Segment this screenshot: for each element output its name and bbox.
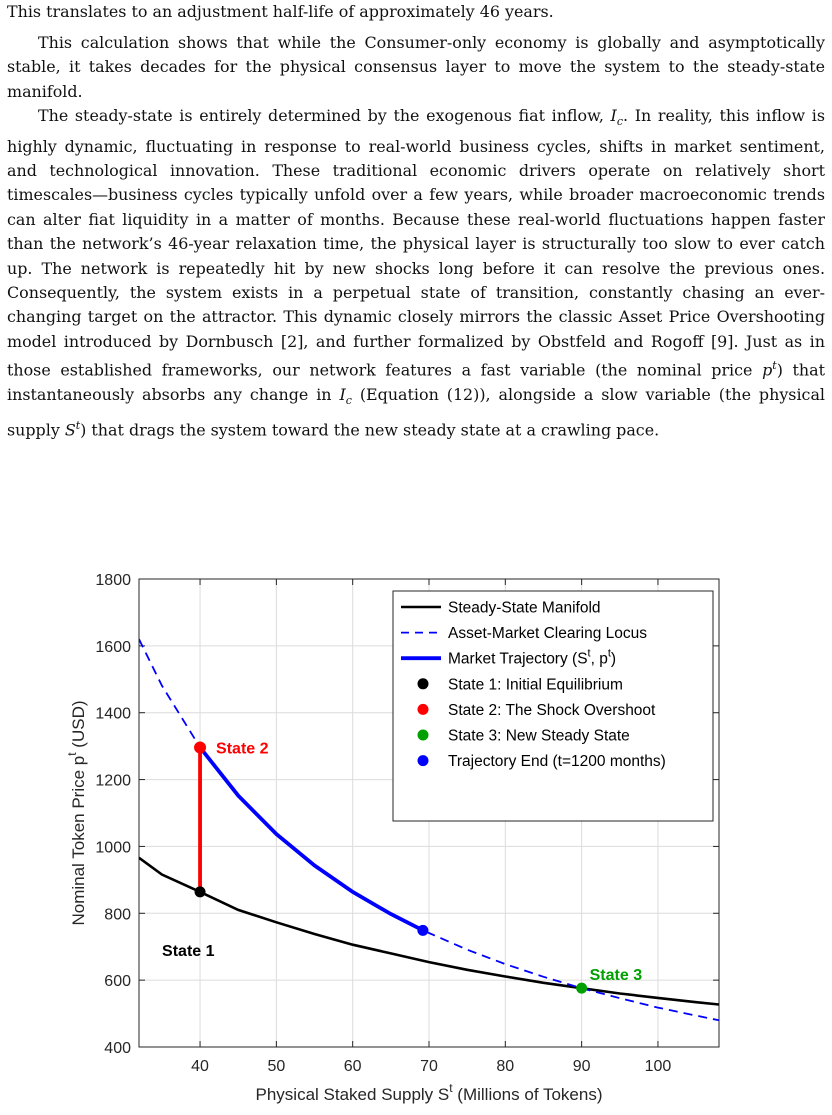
y-tick-label: 400	[104, 1040, 131, 1057]
chart-legend	[393, 591, 713, 821]
legend-label-text: State 2: The Shock Overshoot	[448, 701, 656, 719]
legend-label-text: Market Trajectory (S	[448, 650, 588, 668]
chart-figure	[0, 560, 832, 1115]
paragraph-steady-state	[7, 104, 825, 442]
x-tick-label: 80	[496, 1058, 515, 1075]
legend-label-text: State 3: New Steady State	[448, 727, 630, 745]
text-run: This translates to an adjustment half-life of approximately 46 years.	[7, 2, 554, 21]
state-2-point	[194, 741, 206, 753]
x-tick-label: 50	[267, 1058, 286, 1075]
legend-label	[448, 702, 656, 719]
y-tick-label: 1600	[95, 638, 131, 656]
y-tick-label: 1200	[95, 772, 131, 790]
y-tick-label: 800	[104, 906, 131, 924]
state-1-point	[195, 886, 206, 897]
legend-label-sup: t	[587, 647, 591, 660]
legend-label	[448, 625, 647, 642]
paragraph-stability	[7, 31, 825, 104]
legend-label-sup: t	[607, 647, 611, 660]
y-axis-label-sup: t	[65, 752, 79, 756]
x-tick-label: 90	[572, 1058, 591, 1075]
legend-label-text: Steady-State Manifold	[448, 599, 601, 617]
text-run: ) that drags the system toward the new steady state at a crawling pace.	[80, 419, 660, 439]
state-1-label: State 1	[162, 942, 215, 960]
legend-label-tail: )	[610, 650, 617, 668]
x-tick-label: 40	[191, 1058, 209, 1075]
legend-label	[448, 600, 601, 617]
y-tick-label: 1800	[95, 572, 131, 589]
text-run: The steady-state is entirely determined by the exogenous fiat inflow,	[38, 106, 611, 125]
text-run: This calculation shows that while the Consumer-only economy is globally and asymptotically stable, it takes decades for the physical consensus layer to move the system to the steady-state manifold.	[7, 33, 825, 101]
legend-label-text: Asset-Market Clearing Locus	[448, 625, 647, 643]
y-axis-label-tail: (USD)	[69, 700, 88, 753]
math-symbol: I	[339, 384, 346, 404]
x-tick-label: 100	[644, 1058, 672, 1075]
state-3-point	[576, 983, 587, 994]
math-superscript: t	[772, 359, 777, 373]
text-run: ) that instantaneously absorbs any change in	[7, 360, 825, 404]
legend-swatch-state-2-point	[418, 704, 429, 715]
state-3-label: State 3	[589, 967, 643, 985]
legend-label	[448, 676, 623, 693]
x-axis-label-tail: (Millions of Tokens)	[452, 1085, 603, 1104]
math-subscript: c	[616, 115, 623, 129]
text-run: (Equation (12)), alongside a slow variable (the physical supply	[7, 384, 826, 439]
math-symbol: S	[64, 419, 76, 439]
trajectory-end-point	[417, 925, 428, 936]
legend-swatch-state-3-point	[418, 730, 429, 741]
y-axis-label-text: Nominal Token Price p	[69, 755, 88, 926]
y-tick-label: 1000	[95, 839, 131, 857]
y-tick-label: 1400	[95, 705, 131, 723]
legend-label-text: State 1: Initial Equilibrium	[448, 676, 623, 694]
legend-label-text: Trajectory End (t=1200 months)	[448, 753, 666, 771]
legend-label	[448, 728, 630, 745]
math-symbol: p	[762, 360, 773, 380]
math-superscript: t	[75, 418, 81, 432]
state-2-label: State 2	[216, 740, 269, 758]
legend-swatch-trajectory-end-point	[418, 755, 429, 766]
y-tick-label: 600	[104, 973, 131, 991]
x-tick-label: 60	[343, 1058, 362, 1075]
x-axis-label-sup: t	[449, 1081, 453, 1095]
x-axis-label-text: Physical Staked Supply S	[255, 1085, 450, 1104]
legend-label	[448, 648, 616, 668]
legend-label-mid: , p	[590, 650, 608, 668]
y-axis-label	[65, 700, 88, 925]
x-axis-label	[256, 1081, 603, 1104]
legend-label	[448, 753, 666, 770]
legend-swatch-state-1-point	[418, 678, 429, 689]
x-tick-label: 70	[420, 1058, 438, 1075]
paragraph-half-life	[7, 0, 825, 24]
math-symbol: I	[610, 106, 617, 125]
text-run: . In reality, this inflow is highly dynamic, fluctuating in response to real-world business cycles, shifts in market sentiment, and technological innovation. These traditional economic drivers operate on relatively short timescales—business cycles typically unfold over a few years, while broader macroeconomic trends can alter fiat liquidity in a matter of months. Because these real-world fluctuations happen faster than the network’s 46-year relaxation time, the physical layer is structurally too slow to ever catch up. The network is repeatedly hit by new shocks long before it can resolve the previous ones. Consequently, the system exists in a perpetual state of transition, constantly chasing an ever-changing target on the attractor. This dynamic closely mirrors the classic Asset Price Overshooting model introduced by Dornbusch [2], and further formalized by Obstfeld and Rogoff [9]. Just as in those established frameworks, our network features a fast variable (the nominal price	[7, 106, 826, 380]
math-subscript: c	[345, 394, 352, 408]
